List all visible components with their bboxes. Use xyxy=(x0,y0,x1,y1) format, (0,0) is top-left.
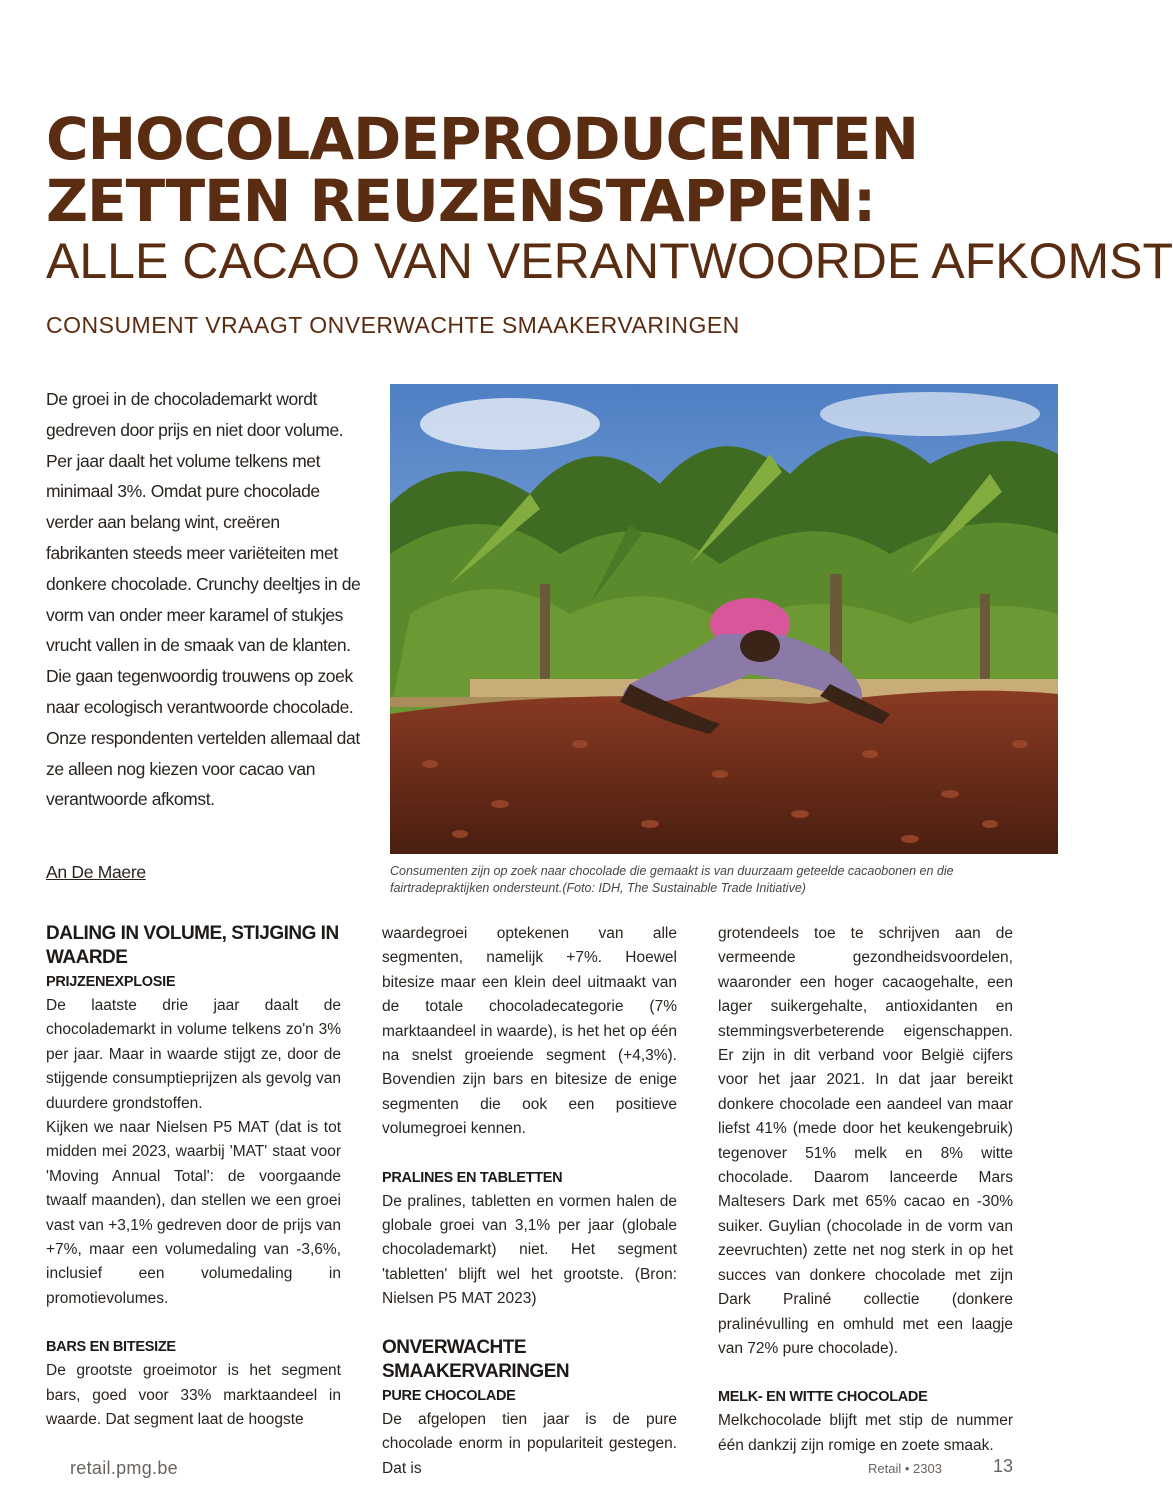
subheading-prijzenexplosie: PRIJZENEXPLOSIE xyxy=(46,974,176,990)
intro-paragraph: De groei in de chocolademarkt wordt gedreven door prijs en niet door volume. Per jaar daalt het volume telkens met minimaal 3%. Omdat pure chocolade verder aan belang wint, creëren fabrikanten steeds meer variëteiten met donkere chocolade. Crunchy deeltjes in de vorm van onder meer karamel of stukjes vrucht vallen in de smaak van de klanten. Die gaan tegenwoordig trouwens op zoek naar ecologisch verantwoorde chocolade. Onze respondenten vertelden allemaal dat ze alleen nog kiezen voor cacao van verantwoorde afkomst. xyxy=(46,389,361,810)
article-column-1 xyxy=(46,922,341,1433)
paragraph: De pralines, tabletten en vormen halen de globale groei van 3,1% per jaar (globale chocolademarkt) niet. Het segment 'tabletten' blijft wel het grootste. (Bron: Nielsen P5 MAT 2023) xyxy=(382,1192,677,1308)
photo-caption: Consumenten zijn op zoek naar chocolade die gemaakt is van duurzaam geteelde cacaobonen en die fairtradepraktijken ondersteunt.(Foto: IDH, The Sustainable Trade Initiative) xyxy=(390,864,954,895)
paragraph: De afgelopen tien jaar is de pure chocolade enorm in populariteit gestegen. Dat is xyxy=(382,1410,677,1477)
paragraph: waardegroei optekenen van alle segmenten, namelijk +7%. Hoewel bitesize maar een klein deel uitmaakt van de totale chocoladecategorie (7% marktaandeel in waarde), is het het op één na snelst groeiende segment (+4,3%). Bovendien zijn bars en bitesize de enige segmenten die ook een positieve volumegroei kennen. xyxy=(382,925,677,1138)
section-heading-volume: DALING IN VOLUME, STIJGING IN WAARDE xyxy=(46,923,339,968)
paragraph: De laatste drie jaar daalt de chocolademarkt in volume telkens zo'n 3% per jaar. Maar in waarde stijgt ze, door de stijgende consumptieprijzen als gevolg van duurdere grondstoffen. xyxy=(46,997,341,1112)
paragraph: Melkchocolade blijft met stip de nummer één dankzij zijn romige en zoete smaak. xyxy=(718,1412,1013,1454)
title-line-2: ZETTEN REUZENSTAPPEN: xyxy=(46,167,876,235)
title-line-1: CHOCOLADEPRODUCENTEN xyxy=(46,105,919,173)
page-number: 13 xyxy=(993,1456,1014,1476)
article-column-2 xyxy=(382,922,677,1481)
subheading-melk-witte: MELK- EN WITTE CHOCOLADE xyxy=(718,1389,928,1406)
paragraph: grotendeels toe te schrijven aan de vermeende gezondheidsvoordelen, waaronder een hoger cacaogehalte, een lager suikergehalte, antioxidanten en stemmingsverbeterende eigenschappen. Er zijn in dit verband voor België cijfers voor het jaar 2021. In dat jaar bereikt donkere chocolade een aandeel van maar liefst 41% (mede door het keukengebruik) tegenover 51% melk en 8% witte chocolade. Daarom lanceerde Mars Maltesers Dark met 65% cacao en -30% suiker. Guylian (chocolade in de vorm van zeevruchten) zette net nog sterk in op het succes van donkere chocolade met zijn Dark Praliné collectie (donkere pralinévulling en omhuld met een laagje van 72% pure chocolade). xyxy=(718,925,1013,1357)
footer-issue: Retail • 2303 xyxy=(868,1461,942,1476)
paragraph: De grootste groeimotor is het segment bars, goed voor 33% marktaandeel in waarde. Dat segment laat de hoogste xyxy=(46,1362,341,1429)
title-line-3: ALLE CACAO VAN VERANTWOORDE AFKOMST xyxy=(46,233,1173,289)
subheading-pralines-tabletten: PRALINES EN TABLETTEN xyxy=(382,1169,563,1186)
author-link[interactable]: An De Maere xyxy=(46,862,146,882)
subheading-pure-chocolade: PURE CHOCOLADE xyxy=(382,1387,516,1404)
subtitle: CONSUMENT VRAAGT ONVERWACHTE SMAAKERVARINGEN xyxy=(46,312,740,338)
footer-url-link[interactable]: retail.pmg.be xyxy=(70,1458,178,1478)
subheading-bars-bitesize: BARS EN BITESIZE xyxy=(46,1339,176,1356)
cacao-photo xyxy=(390,384,1058,854)
paragraph: Kijken we naar Nielsen P5 MAT (dat is tot midden mei 2023, waarbij 'MAT' staat voor 'Moving Annual Total': de voorgaande twaalf maanden), dan stellen we een groei vast van +3,1% gedreven door de prijs van +7%, maar een volumedaling van -3,6%, inclusief een volumedaling in promotievolumes. xyxy=(46,1119,341,1307)
section-heading-smaakervaringen: ONVERWACHTE SMAAKERVARINGEN xyxy=(382,1336,570,1382)
article-column-3 xyxy=(718,922,1013,1458)
